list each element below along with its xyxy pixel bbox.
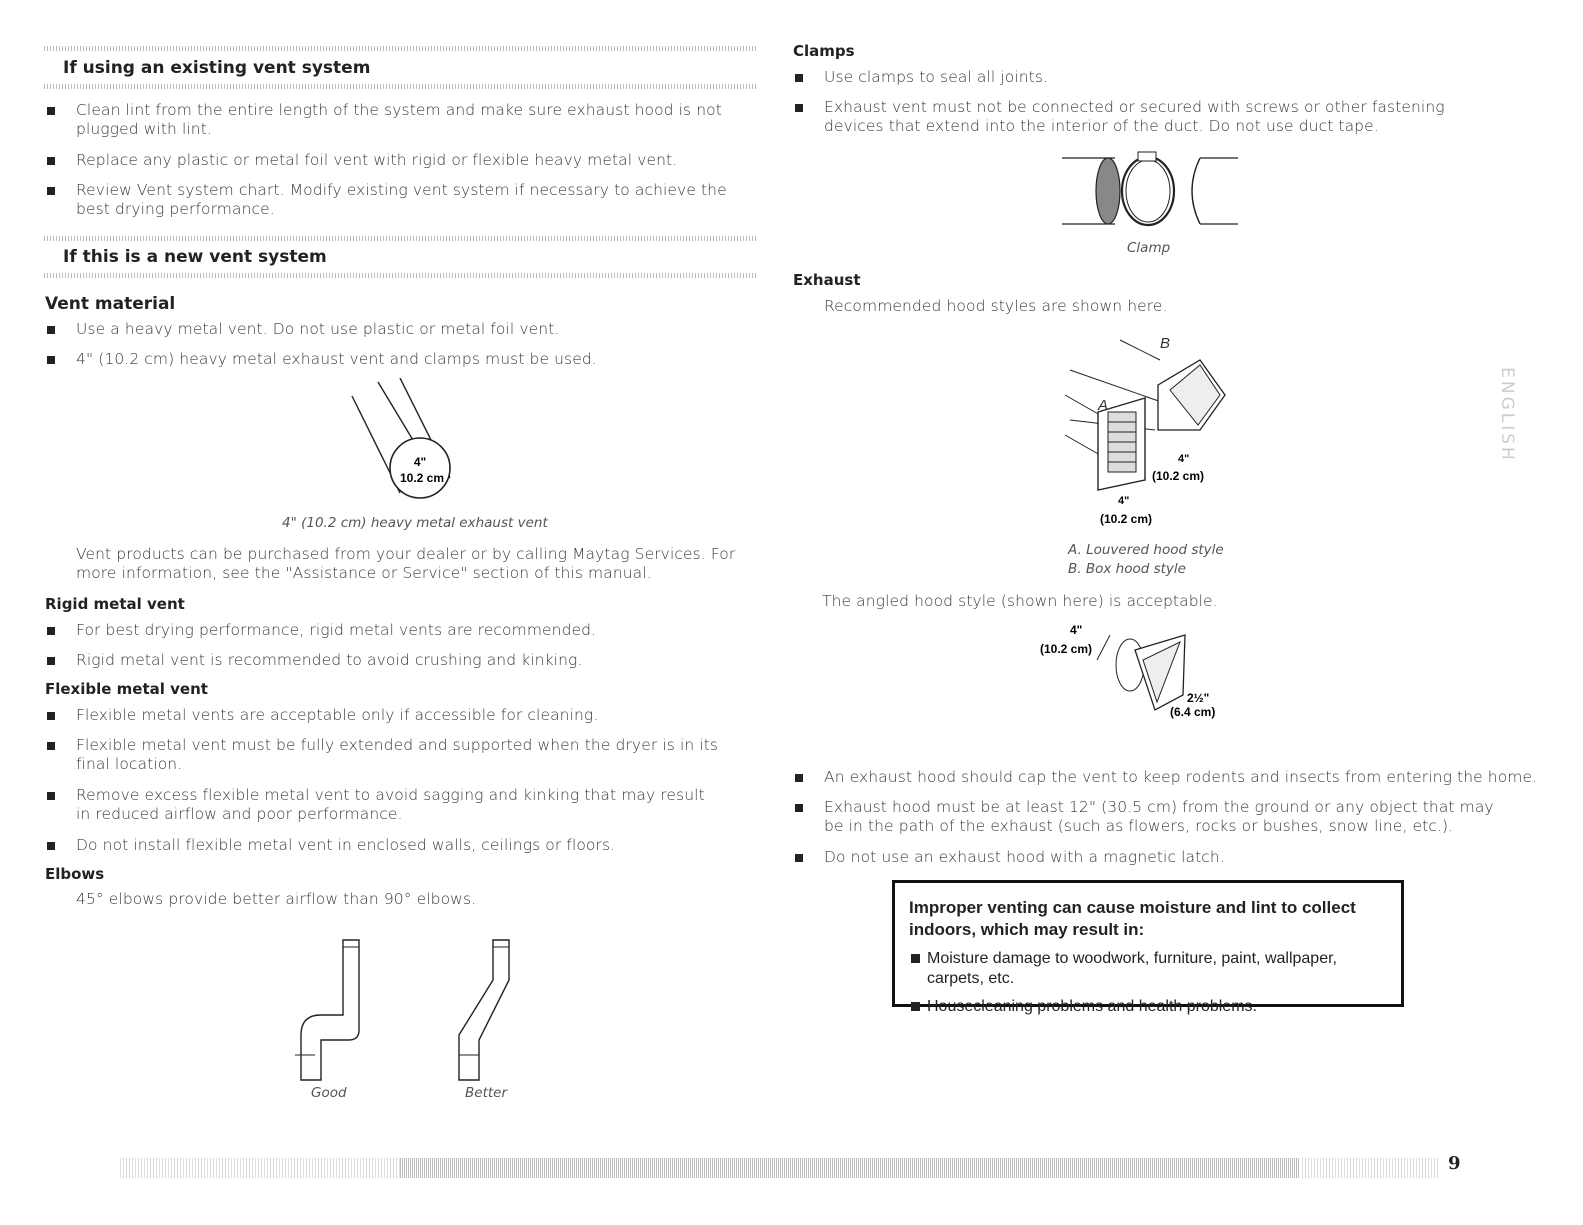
warning-item: [909, 949, 1387, 989]
bullet: [47, 356, 55, 364]
bullet: [911, 954, 920, 963]
hood-bullet-1: An exhaust hood should cap the vent to keep rodents and insects from entering the home.: [824, 768, 1538, 786]
bullet: [47, 712, 55, 720]
clamps-bullet-1: Use clamps to seal all joints.: [824, 68, 1049, 86]
warning-item-text: Housecleaning problems and health problems.: [927, 998, 1257, 1015]
clamp-caption: Clamp: [1127, 240, 1171, 256]
existing-bullet-1: Clean lint from the entire length of the system and make sure exhaust hood is not plugged with lint.: [76, 101, 722, 138]
warning-title: Improper venting can cause moisture and lint to collect indoors, which may result in:: [909, 898, 1356, 939]
exhaust-text: Recommended hood styles are shown here.: [824, 297, 1168, 315]
rigid-metal-heading: Rigid metal vent: [45, 595, 185, 613]
elbows-text: 45° elbows provide better airflow than 90° elbows.: [76, 890, 477, 908]
hood-caption-a: A. Louvered hood style: [1068, 542, 1224, 558]
angled-dim-1: 4": [1070, 623, 1083, 637]
bullet: [47, 187, 55, 195]
warning-item-text: Moisture damage to woodwork, furniture, paint, wallpaper, carpets, etc.: [927, 950, 1337, 987]
bullet: [795, 774, 803, 782]
hood-dim-1: 4": [1178, 453, 1190, 465]
angled-dim-1-cm: (10.2 cm): [1040, 642, 1093, 656]
hood-styles-diagram: [1060, 330, 1260, 530]
vent-diagram: [340, 378, 470, 518]
elbows-heading: Elbows: [45, 865, 105, 883]
flexible-bullet-3: Remove excess flexible metal vent to avoid sagging and kinking that may result in reduced airflow and poor performance.: [76, 786, 705, 823]
bullet: [47, 842, 55, 850]
clamps-heading: Clamps: [793, 42, 855, 60]
existing-bullet-2: Replace any plastic or metal foil vent with rigid or flexible heavy metal vent.: [76, 151, 678, 169]
bullet: [47, 792, 55, 800]
bullet: [47, 157, 55, 165]
bullet: [47, 657, 55, 665]
bullet: [47, 742, 55, 750]
elbow-good-caption: Good: [311, 1085, 347, 1101]
angled-hood-diagram: [1035, 620, 1235, 725]
elbow-better-caption: Better: [465, 1085, 508, 1101]
existing-vent-heading: If using an existing vent system: [63, 58, 371, 78]
clamps-bullet-2: Exhaust vent must not be connected or secured with screws or other fastening devices that extend into the interior of the duct. Do not use duct tape.: [824, 98, 1445, 135]
bullet: [47, 627, 55, 635]
vent-products-text: Vent products can be purchased from your dealer or by calling Maytag Services. For more information, see the "Assistance or Service" section of this manual.: [76, 545, 736, 582]
footer-bar-dark: [400, 1158, 1300, 1178]
section-rule: [44, 84, 758, 89]
side-tab-label: ENGLISH: [1497, 367, 1518, 463]
angled-hood-text: The angled hood style (shown here) is acceptable.: [822, 592, 1218, 610]
section-rule: [44, 46, 758, 51]
new-vent-heading: If this is a new vent system: [63, 247, 327, 267]
bullet: [47, 326, 55, 334]
vent-material-heading: Vent material: [45, 294, 176, 314]
hood-dim-2: 4": [1118, 495, 1130, 507]
hood-dim-1-cm: (10.2 cm): [1152, 469, 1205, 483]
clamp-diagram: [1060, 150, 1250, 230]
vent-diagram-size-in: 4": [413, 455, 427, 469]
angled-dim-2: 2½": [1187, 691, 1210, 705]
bullet: [795, 854, 803, 862]
hood-dim-2-cm: (10.2 cm): [1100, 512, 1153, 526]
section-rule: [44, 273, 758, 278]
hood-caption-b: B. Box hood style: [1068, 561, 1186, 577]
bullet: [795, 804, 803, 812]
vent-caption: 4" (10.2 cm) heavy metal exhaust vent: [282, 515, 548, 531]
angled-dim-2-cm: (6.4 cm): [1170, 705, 1216, 719]
existing-bullet-3: Review Vent system chart. Modify existing vent system if necessary to achieve the best drying performance.: [76, 181, 727, 218]
bullet: [795, 104, 803, 112]
vent-material-bullet-2: 4" (10.2 cm) heavy metal exhaust vent and clamps must be used.: [76, 350, 597, 368]
bullet: [911, 1002, 920, 1011]
hood-label-a: A: [1098, 397, 1109, 414]
hood-label-b: B: [1160, 335, 1171, 352]
warning-item: [909, 997, 1387, 1017]
hood-bullet-2: Exhaust hood must be at least 12" (30.5 cm) from the ground or any object that may be in the path of the exhaust (such as flowers, rocks or bushes, snow line, etc.).: [824, 798, 1494, 835]
bullet: [795, 74, 803, 82]
bullet: [47, 107, 55, 115]
flexible-metal-heading: Flexible metal vent: [45, 680, 208, 698]
vent-material-bullet-1: Use a heavy metal vent. Do not use plastic or metal foil vent.: [76, 320, 560, 338]
exhaust-heading: Exhaust: [793, 271, 861, 289]
elbows-diagram: [285, 935, 525, 1085]
rigid-bullet-1: For best drying performance, rigid metal vents are recommended.: [76, 621, 597, 639]
rigid-bullet-2: Rigid metal vent is recommended to avoid crushing and kinking.: [76, 651, 583, 669]
section-rule: [44, 236, 758, 241]
flexible-bullet-1: Flexible metal vents are acceptable only if accessible for cleaning.: [76, 706, 599, 724]
side-tab: [1492, 345, 1522, 485]
hood-bullet-3: Do not use an exhaust hood with a magnetic latch.: [824, 848, 1225, 866]
warning-box: [892, 880, 1404, 1015]
flexible-bullet-2: Flexible metal vent must be fully extended and supported when the dryer is in its final location.: [76, 736, 719, 773]
flexible-bullet-4: Do not install flexible metal vent in enclosed walls, ceilings or floors.: [76, 836, 616, 854]
vent-diagram-size-cm: 10.2 cm: [399, 471, 445, 485]
page-number: 9: [1448, 1153, 1461, 1174]
